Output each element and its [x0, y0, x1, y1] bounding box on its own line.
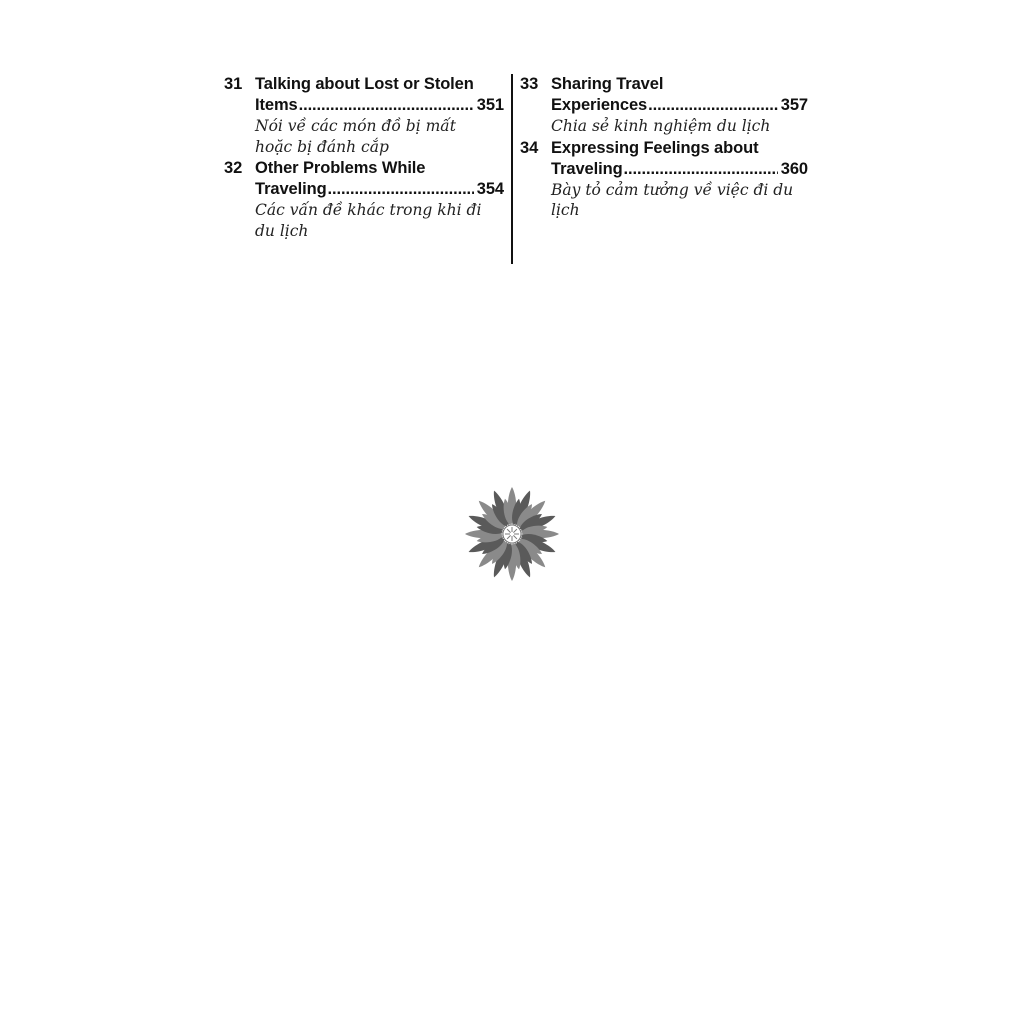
chapter-title-line2: Experiences	[551, 96, 648, 114]
chapter-subtitle-line2: lịch	[551, 201, 580, 219]
chapter-title-leader	[551, 95, 808, 116]
chapter-title-line1: Expressing Feelings about	[551, 138, 759, 157]
table-of-contents	[222, 72, 812, 264]
dot-leader	[624, 159, 778, 180]
toc-column-left	[222, 72, 504, 241]
toc-column-right	[518, 72, 808, 221]
chapter-title-line1: Talking about Lost or Stolen	[255, 75, 474, 93]
chapter-title-line1: Other Problems While	[255, 159, 426, 177]
chapter-number: 34	[520, 138, 539, 157]
chapter-title-line2: Traveling	[551, 159, 623, 178]
chapter-title-line2: Items	[255, 96, 298, 114]
page-number: 354	[476, 180, 504, 198]
chapter-title-leader	[255, 95, 504, 116]
toc-entry-33[interactable]	[518, 74, 808, 137]
dot-leader	[648, 95, 778, 116]
chapter-number: 31	[224, 75, 243, 93]
toc-entry-32[interactable]	[222, 158, 504, 241]
chapter-title	[255, 74, 504, 116]
page-number: 351	[476, 96, 504, 114]
chapter-title	[255, 158, 504, 200]
dot-leader	[328, 179, 474, 200]
chapter-title-line1: Sharing Travel	[551, 75, 664, 93]
column-divider	[511, 74, 513, 264]
page-number: 357	[780, 96, 808, 114]
toc-entry-31[interactable]	[222, 74, 504, 157]
chapter-title-leader	[255, 179, 504, 200]
chapter-number: 33	[520, 75, 539, 93]
flower-ornament-icon	[462, 486, 562, 582]
chapter-subtitle-line2: du lịch	[255, 221, 309, 240]
page-number: 360	[780, 159, 808, 178]
chapter-subtitle-line1: Các vấn đề khác trong khi đi	[255, 201, 482, 219]
chapter-subtitle-line1: Nói về các món đồ bị mất	[255, 117, 457, 135]
chapter-title-line2: Traveling	[255, 180, 327, 198]
toc-entry-34[interactable]	[518, 138, 808, 221]
chapter-subtitle-line1: Chia sẻ kinh nghiệm du lịch	[551, 117, 771, 135]
chapter-subtitle-line2: hoặc bị đánh cắp	[255, 137, 389, 156]
dot-leader	[299, 95, 474, 116]
chapter-number: 32	[224, 159, 243, 177]
chapter-title-leader	[551, 159, 808, 180]
chapter-subtitle-line1: Bày tỏ cảm tưởng về việc đi du	[551, 180, 794, 199]
chapter-title	[551, 74, 808, 116]
chapter-title	[551, 138, 808, 180]
